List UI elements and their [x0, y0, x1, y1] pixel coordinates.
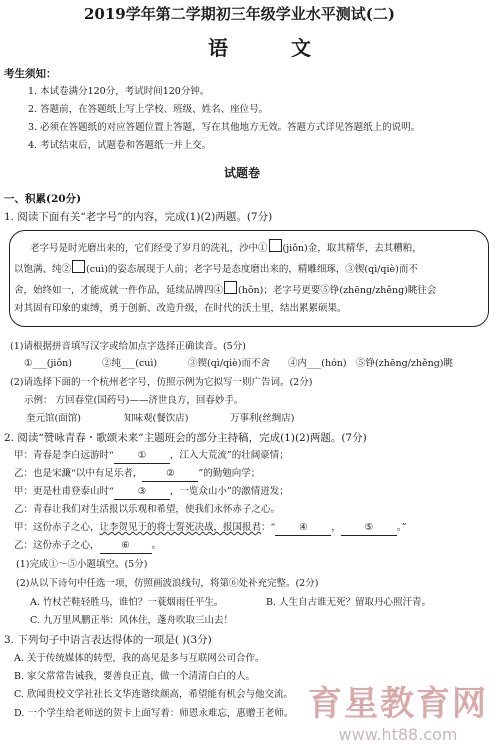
poem-option: B. 人生自古谁无死？留取丹心照汗青。 [266, 597, 432, 608]
section-heading: 一、积累(20分) [4, 193, 82, 205]
notice-item: 1. 本试卷满分120分，考试时间120分钟。 [28, 86, 210, 97]
q1-sub1-option: ④内___(hón) [288, 358, 347, 369]
answer-option: D. 一个学生给老师送的贺卡上面写着：师恩永难忘，惠赠王老师。 [14, 708, 294, 719]
host-line: 乙：青春让我们对生活报以乐观和希望，使我们永怀赤子之心。 [14, 504, 281, 515]
passage-box [9, 230, 489, 327]
passage-line: 老字号是时光磨出来的，它们经受了岁月的洗礼，沙中① (jiǒn)金，取其精华，去其糟粕， [30, 239, 422, 256]
wavy-underlined-sentence: 让李贺见于的将士誓死决战，报国报君 [99, 522, 262, 533]
notice-item: 2. 答题前，在答题纸上写上学校、班级、姓名、座位号。 [28, 104, 269, 115]
q1-sub2-example: 示例： 方回春堂(国药号)——济世良方，回春妙手。 [24, 395, 244, 406]
question-3-stem: 3. 下列句子中语言表达得体的一项是( )(3分) [4, 634, 212, 646]
answer-option: C. 欣闻贵校文学社社长文华连谐续颜高，希望能有机会与他交流。 [14, 689, 293, 700]
exam-title: 2019学年第二学期初三年级学业水平测试(二) [84, 5, 395, 23]
host-line: 乙：这份赤子之心， ⑥ 。 [14, 539, 161, 554]
notice-heading: 考生须知： [4, 68, 57, 80]
brand-choice: 知味观(餐饮店) [124, 413, 189, 424]
site-watermark [308, 676, 488, 744]
watermark-brand: 育星教育网 [308, 684, 488, 724]
q2-sub2: (2)从以下诗句中任选一项，仿照画波浪线句，将第⑥处补充完整。(2分) [16, 578, 319, 589]
notice-item: 4. 考试结束后，试题卷和答题纸一并上交。 [28, 140, 212, 151]
q1-sub1-option: ①___(jiǒn) [24, 358, 73, 369]
answer-option: B. 家父常常告诫我，要善良正直，做一个清清白白的人。 [14, 671, 256, 682]
blank-box[interactable] [269, 239, 282, 252]
q2-sub1: (1)完成①～⑤小题填空。(5分) [16, 559, 148, 570]
host-line: 甲：更是杜甫登泰山时“ ③ ，一览众山小”的激情迸发； [14, 485, 289, 500]
q1-sub1-option: ②纯___(cuì) [102, 358, 158, 369]
blank-box[interactable] [72, 260, 85, 273]
paper-heading: 试题卷 [224, 166, 261, 180]
q1-sub1-option: ③锲(qì/qiè)而不舍 [188, 358, 270, 369]
subject-title: 语 文 [208, 36, 339, 60]
host-line: 甲：这份赤子之心，让李贺见于的将士誓死决战，报国报君：“ ④ ， ⑤ 。” [14, 521, 407, 536]
brand-choice: 奎元馆(面馆) [26, 413, 81, 424]
blank-box[interactable] [224, 281, 237, 294]
passage-line: 以饱满、纯② (cuì)的姿态展现于人前；老字号是态度磨出来的，精雕细琢，③锲(qì/qiè)而不 [14, 260, 418, 277]
brand-choice: 万事利(丝绸店) [230, 413, 295, 424]
question-2-stem: 2. 阅读“赞咏青春・歌颂未来”主题班会的部分主持稿，完成(1)(2)两题。(7分) [4, 432, 367, 444]
passage-line: 舍，始终如一，才能成就一件作品，延续品牌四④ (hǒn)；老字号更要⑤铮(zhēng/zhěng)眺往会 [14, 281, 436, 298]
host-line: 乙：也是宋濂“以中有足乐者， ② ”的勤勉向学； [14, 467, 260, 482]
poem-option: C. 九万里风鹏正举：风休住，蓬舟吹取三山去！ [30, 615, 233, 626]
q1-sub1-option: ⑤铮(zhēng/zhěng)眺 [356, 358, 454, 369]
q1-sub2-stem: (2)请选择下面的一个杭州老字号，仿照示例为它拟写一则广告词。(2分) [10, 377, 313, 388]
watermark-url: www.ht88.com [338, 725, 458, 744]
poem-option: A. 竹杖芒鞋轻胜马，谁怕？一蓑烟雨任平生。 [30, 597, 224, 608]
passage-line: 对其固有印象的束缚，勇于创新、改造升级，在时代的沃土里，结出累累硕果。 [14, 303, 347, 314]
question-1-stem: 1. 阅读下面有关“老字号”的内容，完成(1)(2)两题。(7分) [4, 211, 273, 223]
q1-sub1-stem: (1)请根据拼音填写汉字或给加点字选择正确读音。(5分) [10, 341, 246, 352]
answer-option: A. 关于传统媒体的转型，我的高见是多与互联网公司合作。 [14, 653, 265, 664]
host-line: 甲：青春是李白远游时“ ① ，江入大荒流”的壮阔豪情； [14, 449, 289, 464]
notice-item: 3. 必须在答题纸的对应答题位置上答题，写在其他地方无效。答题方式详见答题纸上的说明。 [28, 122, 421, 133]
